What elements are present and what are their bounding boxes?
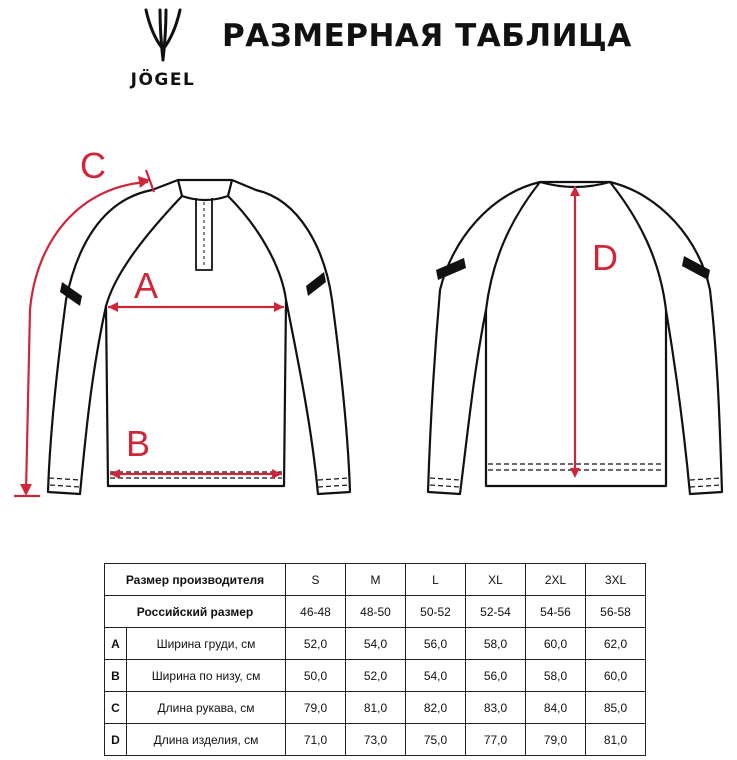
value-cell: 85,0: [586, 692, 646, 724]
size-cell: M: [346, 564, 406, 596]
table-row-manufacturer: [105, 564, 646, 596]
row-letter: A: [105, 628, 127, 660]
label-c: C: [80, 145, 106, 186]
value-cell: 84,0: [526, 692, 586, 724]
size-table: [104, 563, 646, 756]
measurement-lines: [14, 170, 580, 496]
row-letter: B: [105, 660, 127, 692]
value-cell: 62,0: [586, 628, 646, 660]
row-param: Ширина груди, см: [127, 628, 286, 660]
value-cell: 52,0: [286, 628, 346, 660]
size-cell: 50-52: [406, 596, 466, 628]
sleeve-stripe-left: [60, 282, 82, 306]
value-cell: 75,0: [406, 724, 466, 756]
table-row-russian: [105, 596, 646, 628]
value-cell: 79,0: [286, 692, 346, 724]
russian-size-label: Российский размер: [105, 596, 286, 628]
row-letter: C: [105, 692, 127, 724]
garment-diagram: [0, 130, 737, 510]
value-cell: 60,0: [526, 628, 586, 660]
logo-text: JÖGEL: [130, 70, 196, 90]
value-cell: 54,0: [406, 660, 466, 692]
table-row: [105, 724, 646, 756]
label-a: A: [134, 265, 159, 306]
sleeve-stripe-right: [306, 272, 326, 296]
table-row: [105, 660, 646, 692]
size-cell: XL: [466, 564, 526, 596]
value-cell: 58,0: [526, 660, 586, 692]
size-cell: 46-48: [286, 596, 346, 628]
value-cell: 83,0: [466, 692, 526, 724]
size-cell: 54-56: [526, 596, 586, 628]
value-cell: 82,0: [406, 692, 466, 724]
label-b: B: [126, 423, 151, 464]
table-row: [105, 628, 646, 660]
value-cell: 54,0: [346, 628, 406, 660]
value-cell: 50,0: [286, 660, 346, 692]
row-param: Ширина по низу, см: [127, 660, 286, 692]
value-cell: 73,0: [346, 724, 406, 756]
row-param: Длина рукава, см: [127, 692, 286, 724]
size-cell: 52-54: [466, 596, 526, 628]
row-param: Длина изделия, см: [127, 724, 286, 756]
jacket-front-drawing: [48, 180, 350, 494]
logo-emblem-icon: [140, 8, 186, 66]
table-row: [105, 692, 646, 724]
value-cell: 81,0: [586, 724, 646, 756]
size-cell: S: [286, 564, 346, 596]
back-stripe-right: [682, 256, 710, 280]
size-cell: 56-58: [586, 596, 646, 628]
value-cell: 79,0: [526, 724, 586, 756]
value-cell: 56,0: [406, 628, 466, 660]
size-cell: L: [406, 564, 466, 596]
value-cell: 60,0: [586, 660, 646, 692]
header: [0, 0, 737, 100]
value-cell: 77,0: [466, 724, 526, 756]
size-cell: 3XL: [586, 564, 646, 596]
value-cell: 71,0: [286, 724, 346, 756]
row-letter: D: [105, 724, 127, 756]
value-cell: 58,0: [466, 628, 526, 660]
brand-logo: [118, 8, 208, 90]
size-cell: 48-50: [346, 596, 406, 628]
page-title: РАЗМЕРНАЯ ТАБЛИЦА: [222, 18, 632, 54]
value-cell: 52,0: [346, 660, 406, 692]
label-d: D: [592, 237, 618, 278]
value-cell: 56,0: [466, 660, 526, 692]
size-cell: 2XL: [526, 564, 586, 596]
value-cell: 81,0: [346, 692, 406, 724]
manufacturer-size-label: Размер производителя: [105, 564, 286, 596]
